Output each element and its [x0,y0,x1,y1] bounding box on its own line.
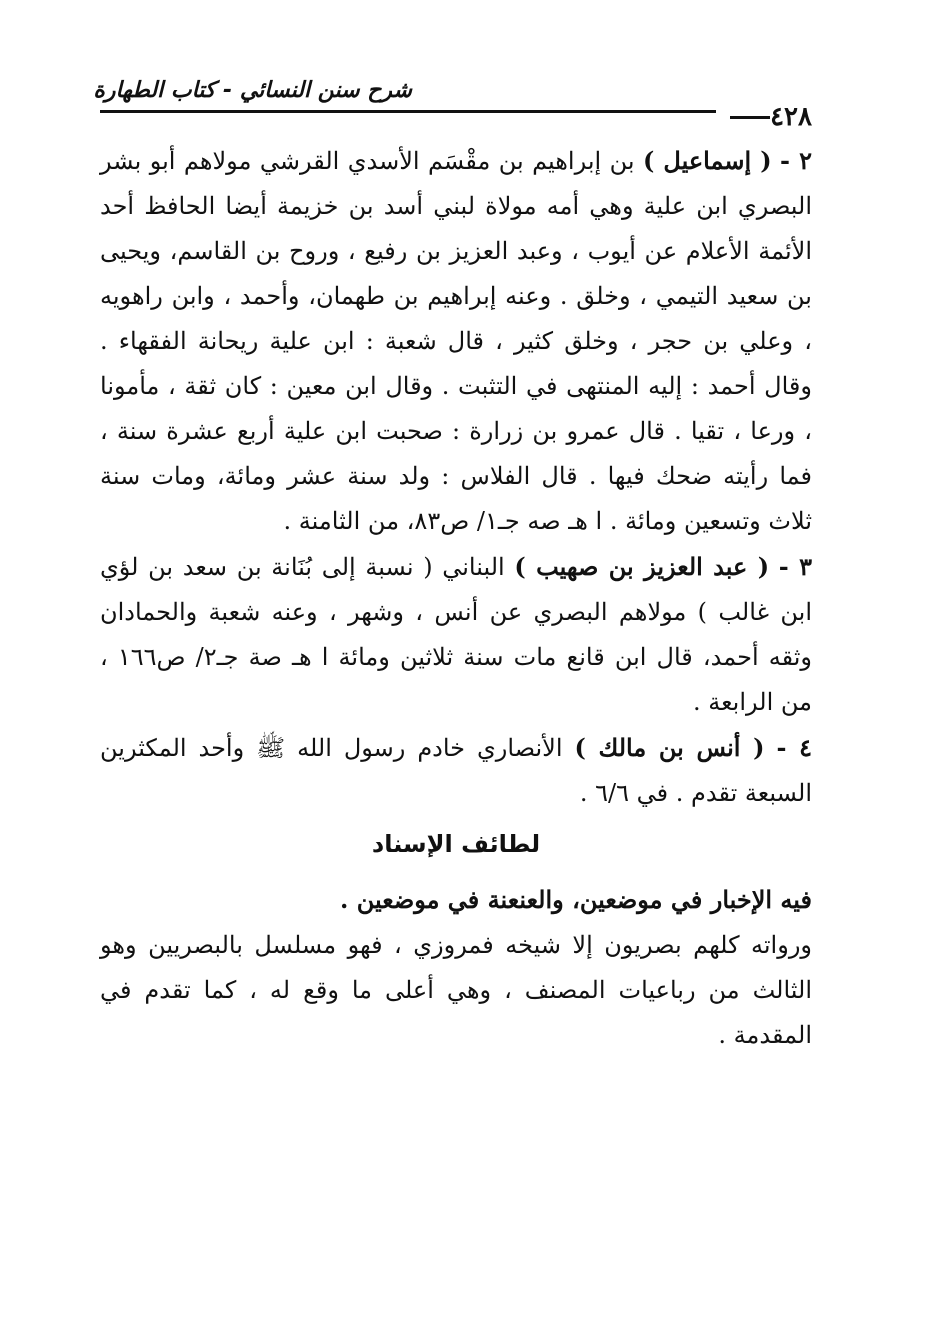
page-number-dash [730,116,770,119]
entry-text: بن إبراهيم بن مقْسَم الأسدي القرشي مولاهم أبو بشر البصري ابن علية وهي أمه مولاة لبني أسد بن خزيمة أيضا الحافظ أحد الأئمة الأعلام عن أيوب ، وعبد العزيز بن رفيع ، وروح بن القاسم، ويحيى بن سعيد التيمي ، وخلق . وعنه إبراهيم بن طهمان، وأحمد ، وابن راهويه ، وعلي بن حجر ، وخلق كثير ، قال شعبة : ابن علية ريحانة الفقهاء . وقال أحمد : إليه المنتهى في التثبت . وقال ابن معين : كان ثقة ، مأمونا ، ورعا ، تقيا . قال عمرو بن زرارة : صحبت ابن علية أربع عشرة سنة ، فما رأيته ضحك فيها . قال الفلاس : ولد سنة عشر ومائة، ومات سنة ثلاث وتسعين ومائة . ا هـ صه جـ١/ ص٨٣، من الثامنة . [100,147,812,535]
entry-text: البناني ( نسبة إلى بُنَانة بن سعد بن لؤي ابن غالب ) مولاهم البصري عن أنس ، وشهر ، وعنه شعبة والحمادان وثقه أحمد، قال ابن قانع مات سنة ثلاثين ومائة ا هـ صة جـ٢/ ص١٦٦ ، من الرابعة . [100,553,812,716]
page-number: ٤٢٨ [770,102,812,132]
entry-number: ٢ - [780,146,812,175]
running-title: شرح سنن النسائي - كتاب الطهارة [93,78,412,103]
paragraph-text: ورواته كلهم بصريون إلا شيخه فمروزي ، فهو مسلسل بالبصريين وهو الثالث من رباعيات المصنف ، وهي أعلى ما وقع له ، كما تقدم في المقدمة . [100,931,812,1049]
narrator-name: ( عبد العزيز بن صهيب ) [514,552,770,581]
narrator-name: ( أنس بن مالك ) [574,733,765,762]
narrator-entry-2 [100,138,812,544]
section-paragraph-2 [100,923,812,1058]
section-paragraph-1 [100,877,812,923]
entry-number: ٣ - [778,552,812,581]
section-heading: لطائف الإسناد [371,830,541,858]
body-text [100,138,812,1058]
narrator-entry-3 [100,544,812,725]
paragraph-text: فيه الإخبار في موضعين، والعنعنة في موضعين . [340,885,812,914]
entry-number: ٤ - [776,733,812,762]
page-number-block [716,102,812,132]
narrator-name: ( إسماعيل ) [642,146,772,175]
entry-text: الأنصاري خادم رسول الله ﷺ وأحد المكثرين السبعة تقدم . في ٦/٦ . [100,734,812,807]
page-header [93,70,812,132]
narrator-entry-4 [100,725,812,816]
header-rule [100,110,812,113]
